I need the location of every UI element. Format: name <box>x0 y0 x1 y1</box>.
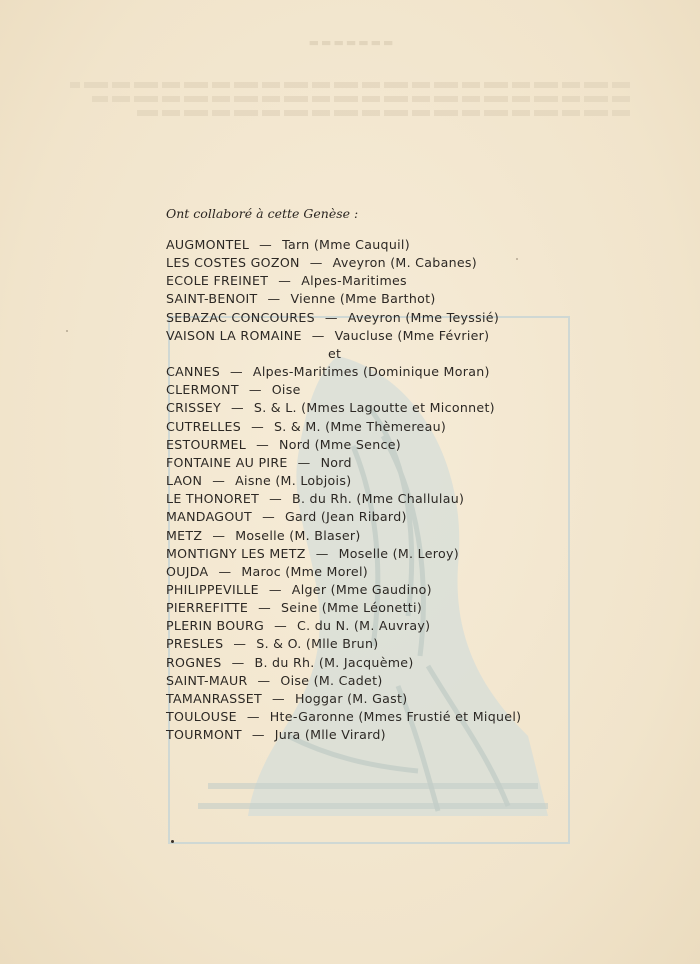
contributor-entry <box>166 472 586 490</box>
school-name: LE THONORET <box>166 491 260 507</box>
dash-separator: — <box>212 527 226 543</box>
dash-separator: — <box>259 237 273 252</box>
dash-separator: — <box>258 600 272 616</box>
location-detail: C. du N. (M. Auvray) <box>297 618 431 634</box>
school-name: CRISSEY <box>166 400 221 416</box>
dash-separator: — <box>246 709 260 725</box>
school-name: PLERIN BOURG <box>166 618 265 634</box>
contributor-entry <box>166 399 586 417</box>
location-detail: S. & M. (Mme Thèmereau) <box>274 418 447 434</box>
dash-separator: — <box>267 291 281 307</box>
location-detail: Nord <box>320 454 352 470</box>
location-detail: B. du Rh. (Mme Challulau) <box>292 491 465 507</box>
dash-separator: — <box>268 581 282 597</box>
dash-separator: — <box>269 491 282 507</box>
contributor-entry <box>166 327 586 345</box>
show-through-title: ▬▬▬▬▬▬▬ <box>306 36 394 49</box>
dash-separator: — <box>231 400 244 416</box>
school-name: PRESLES <box>166 636 224 652</box>
location-detail: Tarn (Mme Cauquil) <box>282 237 410 252</box>
school-name: ROGNES <box>166 654 222 670</box>
dash-separator: — <box>315 545 329 561</box>
dash-separator: — <box>251 418 265 434</box>
dash-separator: — <box>272 690 285 706</box>
school-name: CLERMONT <box>166 382 239 398</box>
school-name: SAINT-MAUR <box>166 672 248 688</box>
school-name: METZ <box>166 527 203 543</box>
school-name: LAON <box>166 473 203 489</box>
location-detail: Nord (Mme Sence) <box>278 436 401 452</box>
contributor-entry <box>166 309 586 327</box>
contributor-entry <box>166 436 586 454</box>
dash-separator: — <box>311 327 325 343</box>
location-detail: Alger (Mme Gaudino) <box>291 581 432 597</box>
dash-separator: — <box>230 364 243 380</box>
paper-speck <box>66 330 68 332</box>
location-detail: Vienne (Mme Barthot) <box>290 291 436 307</box>
dash-separator: — <box>309 255 323 271</box>
school-name: SEBAZAC CONCOURES <box>166 309 315 325</box>
school-name: PIERREFITTE <box>166 600 249 616</box>
school-name: ECOLE FREINET <box>166 273 269 289</box>
contributor-entry <box>166 654 586 672</box>
location-detail: Moselle (M. Blaser) <box>235 527 361 543</box>
school-name: MONTIGNY LES METZ <box>166 545 306 561</box>
contributor-entry <box>166 272 586 290</box>
school-name: VAISON LA ROMAINE <box>166 327 302 343</box>
dash-separator: — <box>218 563 232 579</box>
contributor-entry <box>166 708 586 726</box>
school-name: TOULOUSE <box>166 709 237 725</box>
location-detail: Seine (Mme Léonetti) <box>281 600 423 616</box>
intro-heading: Ont collaboré à cette Genèse : <box>166 206 359 221</box>
contributor-entry <box>166 363 586 381</box>
contributor-entry <box>166 617 586 635</box>
contributor-entry <box>166 254 586 272</box>
location-detail: Vaucluse (Mme Février) <box>334 327 490 343</box>
contributor-entry <box>166 418 586 436</box>
contributor-entry <box>166 527 586 545</box>
contributor-entry <box>166 381 586 399</box>
paper-speck <box>516 258 518 260</box>
location-detail: Gard (Jean Ribard) <box>284 509 407 525</box>
school-name: CANNES <box>166 364 221 380</box>
location-detail: Oise (M. Cadet) <box>280 672 383 688</box>
location-detail: Alpes-Maritimes <box>301 273 407 289</box>
location-detail: Maroc (Mme Morel) <box>241 563 368 579</box>
location-detail: Oise <box>271 382 301 398</box>
dash-separator: — <box>262 509 275 525</box>
location-detail: Aveyron (M. Cabanes) <box>332 255 478 271</box>
location-detail: S. & O. (Mlle Brun) <box>256 636 379 652</box>
contributor-entry <box>166 508 586 526</box>
contributor-entry <box>166 635 586 653</box>
school-name: TAMANRASSET <box>166 690 263 706</box>
school-name: PHILIPPEVILLE <box>166 581 259 597</box>
school-name: LES COSTES GOZON <box>166 255 300 271</box>
contributor-group-two <box>166 363 586 744</box>
dash-separator: — <box>257 672 271 688</box>
school-name: AUGMONTEL <box>166 237 250 252</box>
contributor-list <box>166 236 586 744</box>
contributor-entry <box>166 545 586 563</box>
contributor-entry <box>166 726 586 744</box>
school-name: FONTAINE AU PIRE <box>166 454 288 470</box>
contributor-entry <box>166 490 586 508</box>
location-detail: Hte-Garonne (Mmes Frustié et Miquel) <box>269 709 522 725</box>
dash-separator: — <box>324 309 338 325</box>
dash-separator: — <box>251 727 265 743</box>
school-name: TOURMONT <box>166 727 242 743</box>
dash-separator: — <box>256 436 269 452</box>
contributor-entry <box>166 290 586 308</box>
ink-dot <box>171 840 174 843</box>
conjunction-et: et <box>328 345 342 361</box>
contributor-group-one <box>166 236 586 345</box>
location-detail: Aisne (M. Lobjois) <box>235 473 352 489</box>
dash-separator: — <box>212 473 226 489</box>
school-name: ESTOURMEL <box>166 436 247 452</box>
contributor-entry <box>166 236 586 254</box>
contributor-entry <box>166 672 586 690</box>
school-name: SAINT-BENOIT <box>166 291 258 307</box>
location-detail: Hoggar (M. Gast) <box>294 690 408 706</box>
contributor-entry <box>166 690 586 708</box>
school-name: OUJDA <box>166 563 209 579</box>
location-detail: B. du Rh. (M. Jacquème) <box>254 654 414 670</box>
location-detail: Aveyron (Mme Teyssié) <box>347 309 500 325</box>
show-through-text <box>70 82 630 124</box>
location-detail: S. & L. (Mmes Lagoutte et Miconnet) <box>253 400 495 416</box>
school-name: MANDAGOUT <box>166 509 253 525</box>
location-detail: Jura (Mlle Virard) <box>274 727 386 743</box>
school-name: CUTRELLES <box>166 418 242 434</box>
contributor-entry <box>166 563 586 581</box>
dash-separator: — <box>278 273 292 289</box>
dash-separator: — <box>248 382 262 398</box>
location-detail: Alpes-Maritimes (Dominique Moran) <box>252 364 490 380</box>
dash-separator: — <box>297 454 311 470</box>
location-detail: Moselle (M. Leroy) <box>338 545 459 561</box>
dash-separator: — <box>274 618 288 634</box>
contributor-entry <box>166 599 586 617</box>
contributor-entry <box>166 581 586 599</box>
contributor-entry <box>166 454 586 472</box>
dash-separator: — <box>231 654 245 670</box>
dash-separator: — <box>233 636 247 652</box>
